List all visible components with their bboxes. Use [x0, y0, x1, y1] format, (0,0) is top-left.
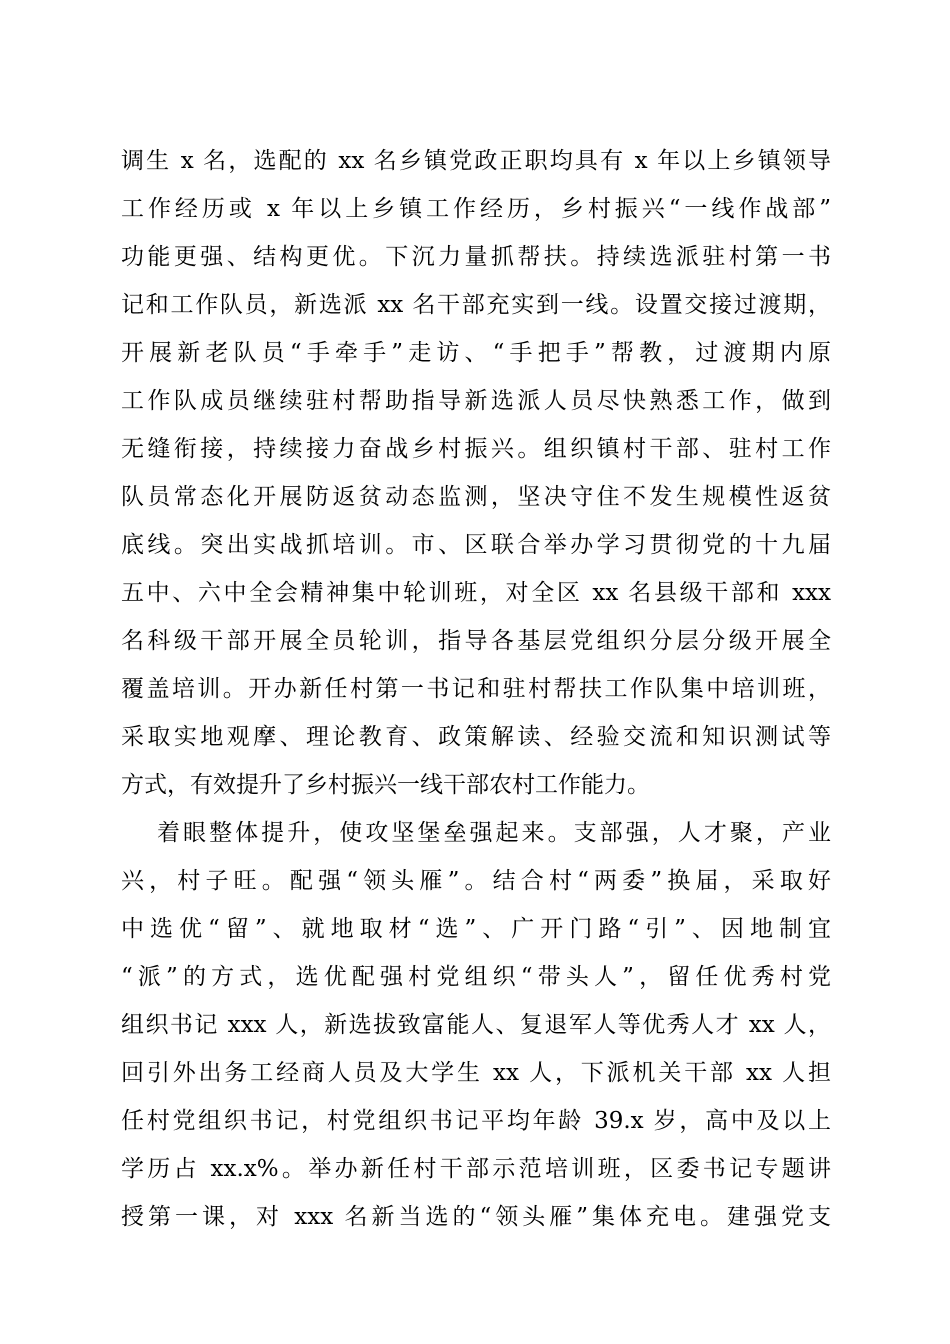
- text-line: 着眼整体提升，使攻坚堡垒强起来。支部强，人才聚，产业: [157, 820, 831, 846]
- text-line: 工作队成员继续驻村帮助指导新选派人员尽快熟悉工作，做到: [121, 388, 831, 414]
- text-line: 中选优“留”、就地取材“选”、广开门路“引”、因地制宜: [121, 916, 831, 942]
- text-line: 名科级干部开展全员轮训，指导各基层党组织分层分级开展全: [121, 628, 831, 654]
- text-line: 底线。突出实战抓培训。市、区联合举办学习贯彻党的十九届: [121, 532, 831, 558]
- document-body: [121, 137, 831, 1241]
- text-line: 学历占 xx.x%。举办新任村干部示范培训班，区委书记专题讲: [121, 1156, 831, 1182]
- text-line: 兴，村子旺。配强“领头雁”。结合村“两委”换届，采取好: [121, 868, 831, 894]
- text-line: 采取实地观摩、理论教育、政策解读、经验交流和知识测试等: [121, 724, 831, 750]
- text-line: 组织书记 xxx 人，新选拔致富能人、复退军人等优秀人才 xx 人，: [121, 1012, 831, 1038]
- text-line: 调生 x 名，选配的 xx 名乡镇党政正职均具有 x 年以上乡镇领导: [121, 148, 831, 174]
- text-line: 队员常态化开展防返贫动态监测，坚决守住不发生规模性返贫: [121, 484, 831, 510]
- text-line: 功能更强、结构更优。下沉力量抓帮扶。持续选派驻村第一书: [121, 244, 831, 270]
- paragraph-1: [121, 137, 831, 809]
- text-line: 记和工作队员，新选派 xx 名干部充实到一线。设置交接过渡期，: [121, 292, 831, 318]
- text-line: “派”的方式，选优配强村党组织“带头人”，留任优秀村党: [121, 964, 831, 990]
- text-line: 工作经历或 x 年以上乡镇工作经历，乡村振兴“一线作战部”: [121, 196, 831, 222]
- text-line: 授第一课，对 xxx 名新当选的“领头雁”集体充电。建强党支: [121, 1204, 831, 1230]
- text-line: 无缝衔接，持续接力奋战乡村振兴。组织镇村干部、驻村工作: [121, 436, 831, 462]
- text-line: 开展新老队员“手牵手”走访、“手把手”帮教，过渡期内原: [121, 340, 831, 366]
- text-line: 覆盖培训。开办新任村第一书记和驻村帮扶工作队集中培训班，: [121, 676, 831, 702]
- text-line: 方式，有效提升了乡村振兴一线干部农村工作能力。: [121, 772, 650, 798]
- text-line: 五中、六中全会精神集中轮训班，对全区 xx 名县级干部和 xxx: [121, 580, 831, 606]
- text-line: 回引外出务工经商人员及大学生 xx 人，下派机关干部 xx 人担: [121, 1060, 831, 1086]
- paragraph-2: [121, 809, 831, 1241]
- text-line: 任村党组织书记，村党组织书记平均年龄 39.x 岁，高中及以上: [121, 1108, 831, 1134]
